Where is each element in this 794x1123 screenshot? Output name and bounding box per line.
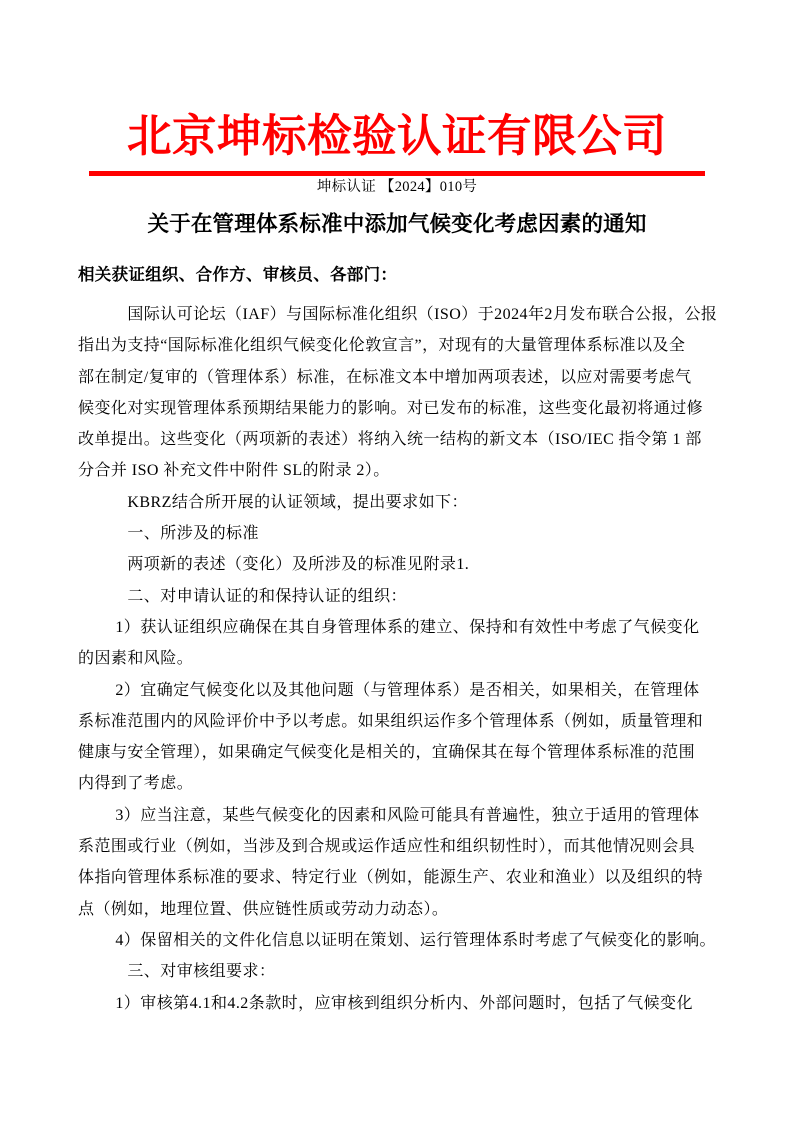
body-line: 系标准范围内的风险评价中予以考虑。如果组织运作多个管理体系（例如，质量管理和 [78,712,704,730]
body-line: 三、对审核组要求： [78,963,276,981]
body-line: 健康与安全管理），如果确定气候变化是相关的，宜确保其在每个管理体系标准的范围 [78,744,696,762]
body-line: 国际认可论坛（IAF）与国际标准化组织（ISO）于2024年2月发布联合公报，公报 [78,306,718,323]
document-title: 关于在管理体系标准中添加气候变化考虑因素的通知 [147,212,647,236]
body-line: 1）审核第4.1和4.2条款时，应审核到组织分析内、外部问题时，包括了气候变化 [78,994,693,1012]
document-number: 坤标认证 【2024】010号 [316,179,478,195]
body-line: 指出为支持“国际标准化组织气候变化伦敦宣言”，对现有的大量管理体系标准以及全 [78,337,686,355]
body-line: 4）保留相关的文件化信息以证明在策划、运行管理体系时考虑了气候变化的影响。 [78,931,717,949]
body-line: 3）应当注意，某些气候变化的因素和风险可能具有普遍性，独立于适用的管理体 [78,806,700,824]
body-line: 候变化对实现管理体系预期结果能力的影响。对已发布的标准，这些变化最初将通过修 [78,399,704,417]
body-line: 体指向管理体系标准的要求、特定行业（例如，能源生产、农业和渔业）以及组织的特 [78,869,704,887]
salutation-line: 相关获证组织、合作方、审核员、各部门： [78,265,398,284]
company-name: 北京坤标检验认证有限公司 [126,111,667,161]
body-line: 一、所涉及的标准 [78,525,259,543]
body-line: 1）获认证组织应确保在其自身管理体系的建立、保持和有效性中考虑了气候变化 [78,618,700,636]
document-body [0,262,794,1019]
letterhead [0,0,794,238]
body-text-block [78,299,794,1019]
body-line: 的因素和风险。 [78,650,194,668]
body-line: 分合并 ISO 补充文件中附件 SL的附录 2）。 [78,462,390,480]
red-divider-rule [89,171,705,176]
body-line: 两项新的表述（变化）及所涉及的标准见附录1. [78,556,470,574]
body-line: 内得到了考虑。 [78,775,194,793]
body-line: 2）宜确定气候变化以及其他问题（与管理体系）是否相关，如果相关，在管理体 [78,681,700,699]
body-line: 改单提出。这些变化（两项新的表述）将纳入统一结构的新文本（ISO/IEC 指令第 1 部 [78,431,702,449]
body-line: KBRZ结合所开展的认证领域，提出要求如下： [78,493,468,511]
body-line: 点（例如，地理位置、供应链性质或劳动力动态）。 [78,900,449,918]
body-line: 系范围或行业（例如，当涉及到合规或运作适应性和组织韧性时），而其他情况则会具 [78,838,696,856]
body-line: 部在制定/复审的（管理体系）标准，在标准文本中增加两项表述，以应对需要考虑气 [78,368,692,386]
body-line: 二、对申请认证的和保持认证的组织： [78,587,408,605]
